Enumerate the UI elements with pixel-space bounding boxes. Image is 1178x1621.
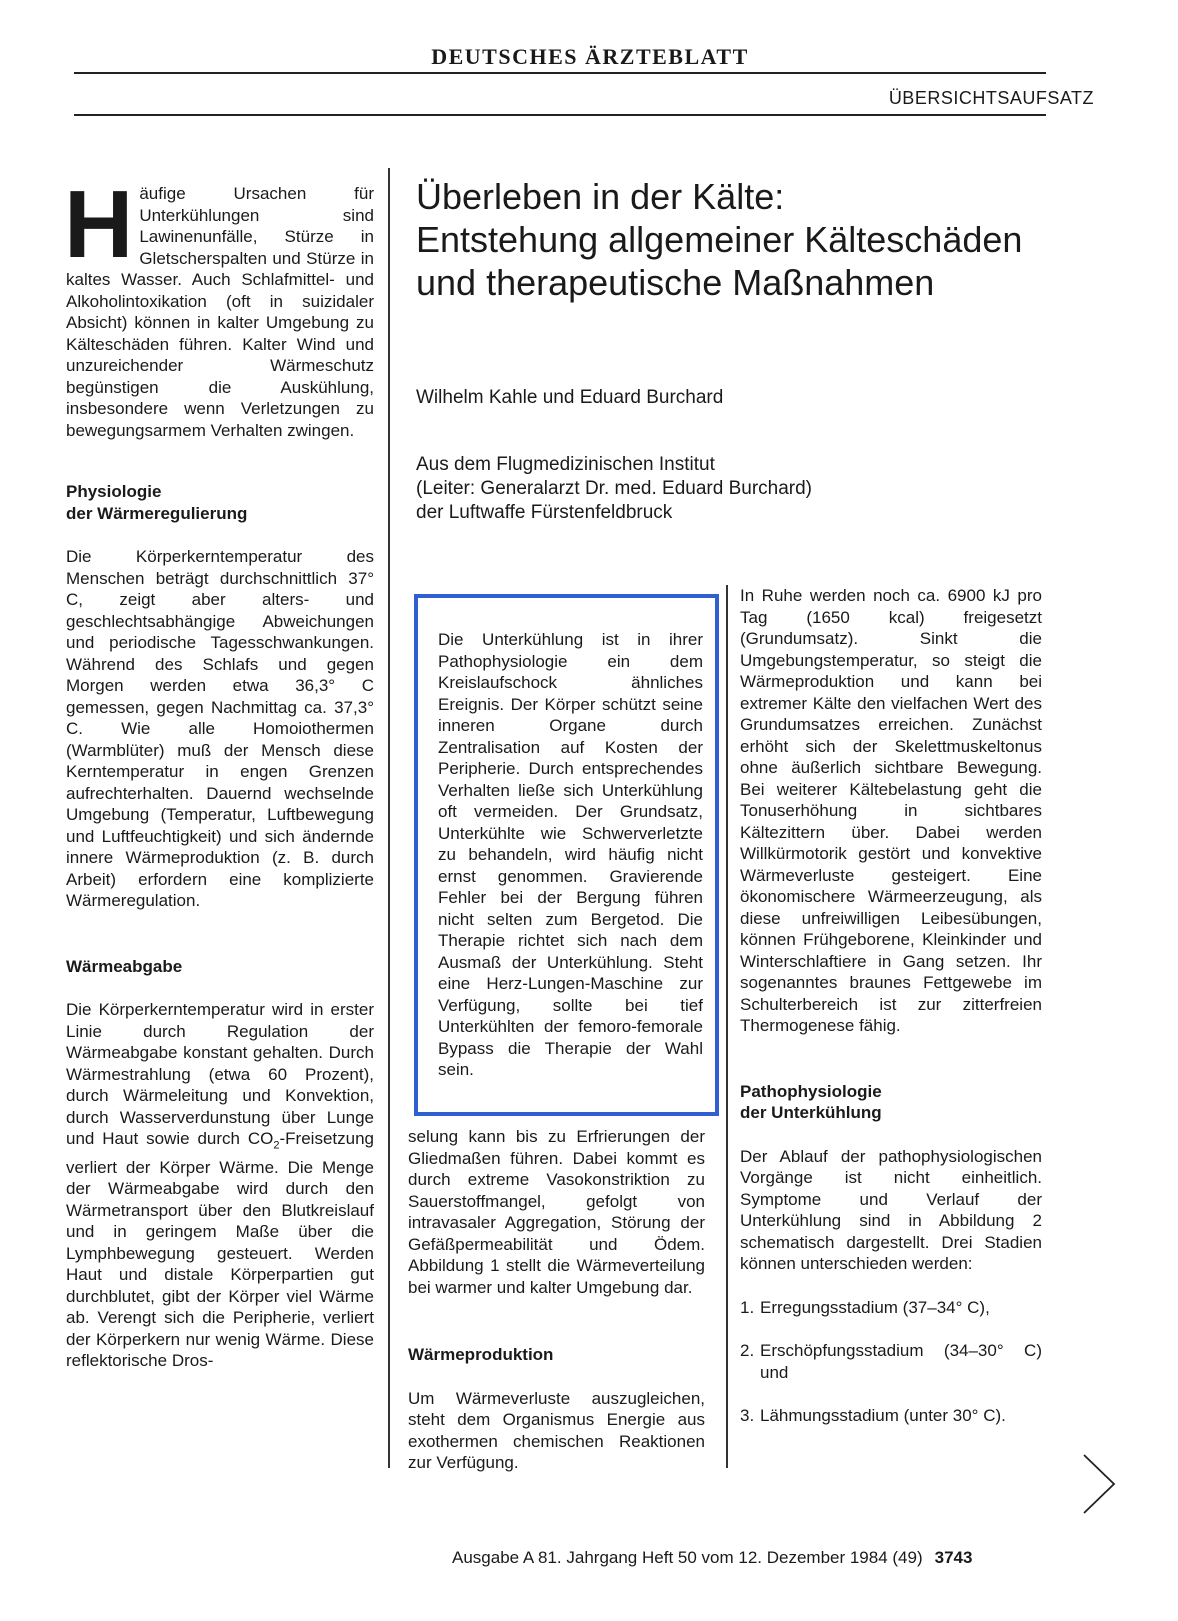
list-item-2 (740, 1340, 1042, 1383)
list-text-3: Lähmungsstadium (unter 30° C). (760, 1406, 1006, 1425)
article-authors: Wilhelm Kahle und Eduard Burchard (416, 387, 724, 408)
heading-waermeproduktion: Wärmeproduktion (408, 1345, 554, 1364)
title-line-2: Entstehung allgemeiner Kälteschäden (416, 219, 1023, 260)
column-left (64, 171, 374, 1372)
middle-paragraph-2: Um Wärmeverluste auszugleichen, steht dem Organismus Energie aus exothermen chemischen Reaktionen zur Verfügung. (408, 1388, 705, 1472)
waermeabgabe-text-a: Die Körperkerntemperatur wird in erster Linie durch Regulation der Wärmeabgabe konstant gehalten. Durch Wärmestrahlung (etwa 60 Prozent), durch Wärmeleitung und Konvektion, durch Wasserverdunstung über Lunge und Haut sowie durch CO (66, 1000, 374, 1148)
intro-text: äufige Ursachen für Unterkühlungen sind Lawinenunfälle, Stürze in Gletscherspalten und Stürze in kaltes Wasser. Auch Schlafmittel- und Alkoholintoxikation (oft in suizidaler Absicht) können in kalter Umgebung zu Kälteschäden führen. Kalter Wind und unzureichender Wärmeschutz begünstigen die Auskühlung, insbesondere wenn Verletzungen zu bewegungsarmem Verhalten zwingen. (66, 184, 374, 440)
co2-subscript: 2 (273, 1139, 280, 1152)
affiliation-line-3: der Luftwaffe Fürstenfeldbruck (416, 502, 673, 523)
affiliation-line-1: Aus dem Flugmedizinischen Institut (416, 454, 715, 475)
article-title (416, 175, 1116, 304)
page-number: 3743 (934, 1548, 973, 1567)
page-footer (452, 1548, 972, 1568)
footer-issue: Ausgabe A 81. Jahrgang Heft 50 vom 12. Dezember 1984 (49) (452, 1548, 923, 1567)
list-number-3: 3. (740, 1406, 755, 1425)
heading-physiologie (66, 481, 374, 524)
heading-physiologie-line1: Physiologie (66, 482, 162, 501)
waermeabgabe-paragraph (66, 999, 374, 1372)
middle-paragraph-1: selung kann bis zu Erfrierungen der Gliedmaßen führen. Dabei kommt es durch extreme Vasokonstriktion zu Sauerstoffmangel, gefolgt von intravasaler Aggregation, Störung der Gefäßpermeabilität und Ödem. Abbildung 1 stellt die Wärmeverteilung bei warmer und kalter Umgebung dar. (408, 1127, 705, 1297)
column-middle (408, 1126, 705, 1474)
affiliation-line-2: (Leiter: Generalarzt Dr. med. Eduard Burchard) (416, 478, 813, 499)
physiologie-paragraph: Die Körperkerntemperatur des Menschen beträgt durchschnittlich 37° C, zeigt aber alters- und geschlechtsabhängige Abweichungen und periodische Tagesschwankungen. Während des Schlafs und gegen Morgen werden etwa 36,3° C gemessen, gegen Nachmittag ca. 37,3° C. Wie alle Homoiothermen (Warmblüter) muß der Mensch diese Kerntemperatur in engen Grenzen aufrechterhalten. Dauernd wechselnde Umgebung (Temperatur, Luftbewegung und Luftfeuchtigkeit) und sich ändernde innere Wärmeproduktion (z. B. durch Arbeit) erfordern eine komplizierte Wärmeregulation. (66, 547, 374, 910)
title-line-1: Überleben in der Kälte: (416, 176, 785, 217)
column-divider-1 (388, 168, 390, 1468)
title-line-3: und therapeutische Maßnahmen (416, 262, 935, 303)
article-affiliation (416, 453, 812, 525)
heading-pathophysiologie-line1: Pathophysiologie (740, 1081, 882, 1101)
list-text-2: Erschöpfungsstadium (34–30° C) und (760, 1341, 1042, 1382)
heading-pathophysiologie (740, 1081, 1042, 1124)
list-item-3 (740, 1405, 1042, 1427)
heading-pathophysiologie-line2: der Unterkühlung (740, 1103, 882, 1122)
column-right (740, 585, 1042, 1427)
header-rule-top (74, 72, 1046, 74)
list-number-1: 1. (740, 1297, 755, 1317)
list-item-1 (740, 1297, 1042, 1319)
waermeabgabe-text-b: -Freisetzung verliert der Körper Wärme. Die Menge der Wärmeabgabe wird durch den Wärmetransport über den Blutkreislauf und in geringem Maße über die Lymphbewegung gesteuert. Werden Haut und distale Körperpartien gut durchblutet, gibt der Körper viel Wärme ab. Verengt sich die Peripherie, verliert der Körperkern nur wenig Wärme. Diese reflektorische Dros- (66, 1129, 374, 1371)
list-text-1: Erregungsstadium (37–34° C), (760, 1297, 990, 1317)
section-label: ÜBERSICHTSAUFSATZ (888, 88, 1094, 108)
summary-box (414, 594, 719, 1116)
column-divider-2 (726, 585, 728, 1468)
right-paragraph-1: In Ruhe werden noch ca. 6900 kJ pro Tag (1650 kcal) freigesetzt (Grundumsatz). Sinkt die Umgebungstemperatur, so steigt die Wärmeproduktion und kann bei extremer Kälte den vielfachen Wert des Grundumsatzes erreichen. Zunächst erhöht sich der Skelettmuskeltonus ohne äußerlich sichtbare Bewegung. Bei weiterer Kältebelastung geht die Tonuserhöhung in sichtbares Kältezittern über. Dabei werden Willkürmotorik gestört und konvektive Wärmeverluste gesteigert. Eine ökonomischere Wärmeerzeugung, als diese unfreiwilligen Leibesübungen, können Frühgeborene, Kleinkinder und Winterschlaftiere in Gang setzen. Ihr sogenanntes braunes Fettgewebe im Schulterbereich ist zur zitterfreien Thermogenese fähig. (740, 586, 1042, 1035)
header-rule-bottom (74, 114, 1046, 116)
drop-cap: H (64, 171, 134, 278)
intro-paragraph (64, 171, 374, 441)
heading-waermeabgabe: Wärmeabgabe (66, 956, 183, 976)
summary-text: Die Unterkühlung ist in ihrer Pathophysiologie ein dem Kreislaufschock ähnliches Ereignis. Der Körper schützt seine inneren Organe durch Zentralisation auf Kosten der Peripherie. Durch entsprechendes Verhalten ließe sich Unterkühlung oft vermeiden. Der Grundsatz, Unterkühlte wie Schwerverletzte zu behandeln, wird häufig nicht ernst genommen. Gravierende Fehler bei der Bergung führen nicht selten zum Bergetod. Die Therapie richtet sich nach dem Ausmaß der Unterkühlung. Steht eine Herz-Lungen-Maschine zur Verfügung, sollte bei tief Unterkühlten der femoro-femorale Bypass die Therapie der Wahl sein. (438, 630, 703, 1079)
journal-masthead: DEUTSCHES ÄRZTEBLATT (431, 44, 749, 69)
continue-arrow-icon (1082, 1453, 1116, 1520)
list-number-2: 2. (740, 1341, 755, 1360)
heading-physiologie-line2: der Wärmeregulierung (66, 503, 248, 523)
right-paragraph-2: Der Ablauf der pathophysiologischen Vorgänge ist nicht einheitlich. Symptome und Verlauf der Unterkühlung sind in Abbildung 2 schematisch dargestellt. Drei Stadien können unterschieden werden: (740, 1146, 1042, 1273)
